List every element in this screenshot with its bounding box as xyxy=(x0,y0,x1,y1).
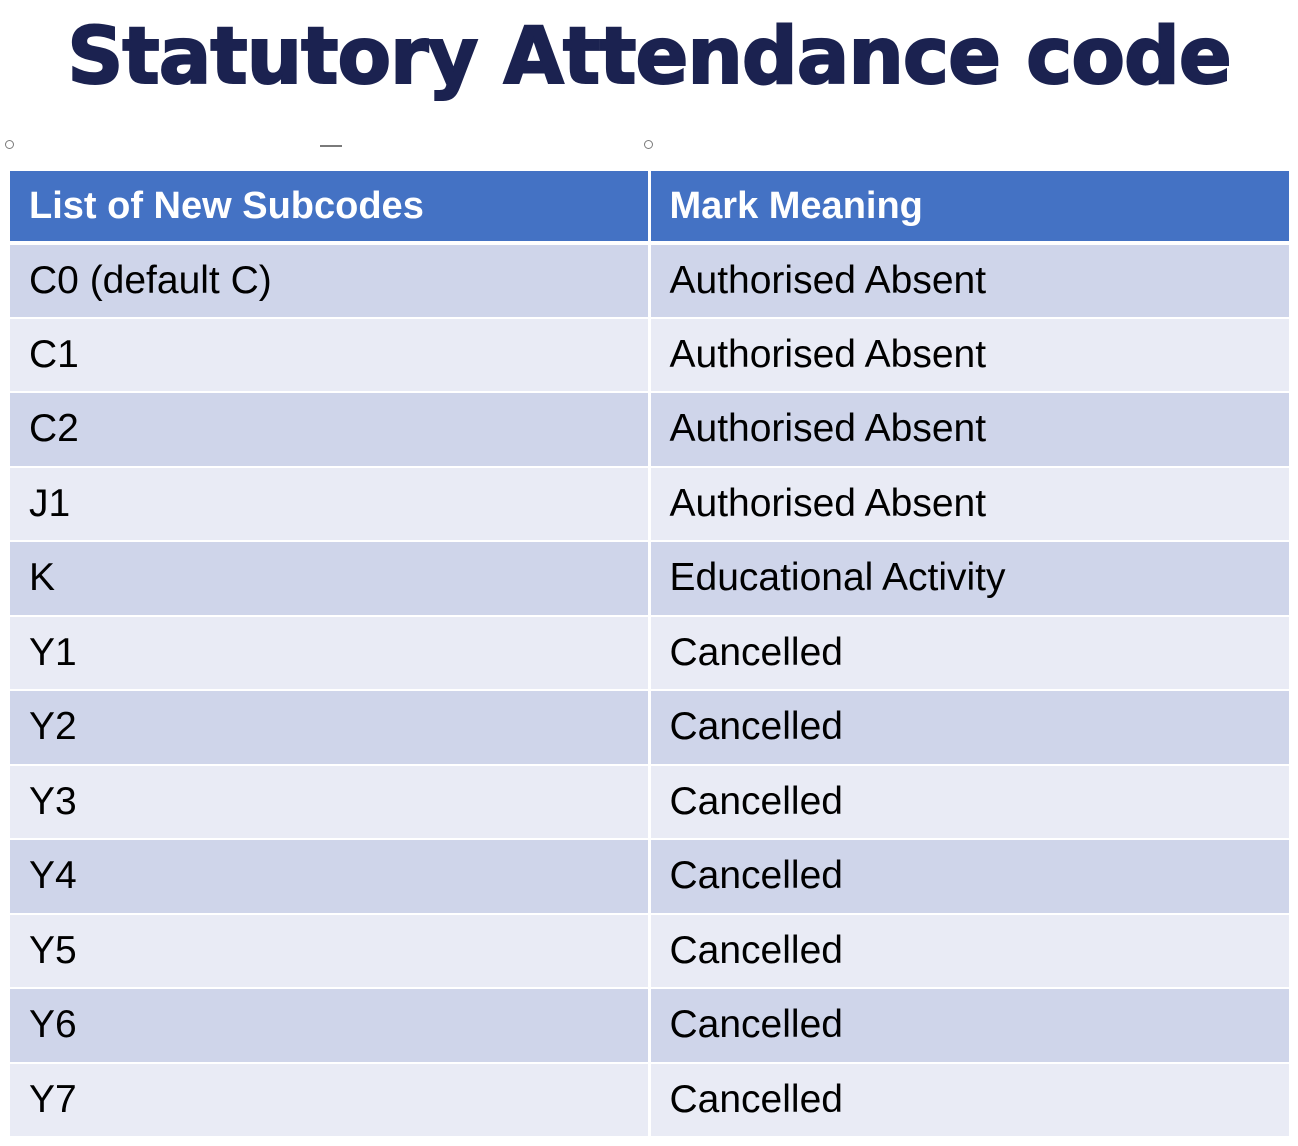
meaning-cell: Cancelled xyxy=(649,1063,1289,1138)
table-row xyxy=(10,914,1289,989)
subcode-cell: Y3 xyxy=(10,765,649,840)
table-header-row xyxy=(10,171,1289,243)
subcode-cell: Y2 xyxy=(10,690,649,765)
resize-handle-middle-icon[interactable] xyxy=(320,145,342,147)
subcode-cell: K xyxy=(10,541,649,616)
table-row xyxy=(10,765,1289,840)
meaning-cell: Authorised Absent xyxy=(649,318,1289,393)
meaning-cell: Cancelled xyxy=(649,690,1289,765)
subcode-cell: Y7 xyxy=(10,1063,649,1138)
resize-handle-right-icon[interactable] xyxy=(644,140,653,149)
table-row xyxy=(10,243,1289,318)
resize-handle-left-icon[interactable] xyxy=(5,140,14,149)
meaning-cell: Cancelled xyxy=(649,914,1289,989)
meaning-cell: Educational Activity xyxy=(649,541,1289,616)
subcode-cell: C0 (default C) xyxy=(10,243,649,318)
subcode-cell: Y1 xyxy=(10,616,649,691)
subcode-cell: Y5 xyxy=(10,914,649,989)
column-header-mark-meaning: Mark Meaning xyxy=(649,171,1289,243)
page-title: Statutory Attendance code xyxy=(67,12,1231,102)
meaning-cell: Cancelled xyxy=(649,616,1289,691)
table-row xyxy=(10,616,1289,691)
meaning-cell: Authorised Absent xyxy=(649,392,1289,467)
meaning-cell: Authorised Absent xyxy=(649,243,1289,318)
table-row xyxy=(10,467,1289,542)
table-row xyxy=(10,1063,1289,1138)
table-row xyxy=(10,392,1289,467)
meaning-cell: Cancelled xyxy=(649,839,1289,914)
meaning-cell: Cancelled xyxy=(649,765,1289,840)
subcode-cell: Y6 xyxy=(10,988,649,1063)
meaning-cell: Cancelled xyxy=(649,988,1289,1063)
subcode-cell: C2 xyxy=(10,392,649,467)
meaning-cell: Authorised Absent xyxy=(649,467,1289,542)
subcode-cell: C1 xyxy=(10,318,649,393)
table-row xyxy=(10,839,1289,914)
subcodes-table xyxy=(10,171,1289,1138)
subcode-cell: Y4 xyxy=(10,839,649,914)
table-row xyxy=(10,541,1289,616)
table-row xyxy=(10,318,1289,393)
table-row xyxy=(10,690,1289,765)
column-header-subcodes: List of New Subcodes xyxy=(10,171,649,243)
table-row xyxy=(10,988,1289,1063)
subcode-cell: J1 xyxy=(10,467,649,542)
